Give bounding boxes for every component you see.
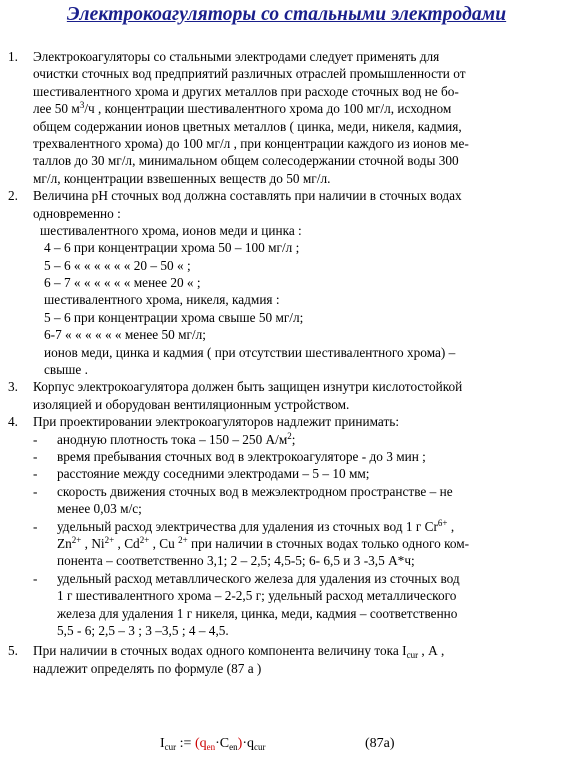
text-line: Корпус электрокоагулятора должен быть защищен изнутри кислотостойкой	[33, 379, 463, 395]
bullet-dash: -	[33, 448, 38, 464]
bullet-dash: -	[33, 431, 38, 447]
text-line: 4 – 6 при концентрации хрома 50 – 100 мг/л ;	[44, 240, 300, 256]
item-number: 2.	[8, 188, 18, 204]
text-line: 5 – 6 при концентрации хрома свыше 50 мг/л;	[44, 309, 304, 325]
text-line: железа для удаления 1 г никеля, цинка, меди, кадмия – соответственно	[57, 605, 458, 621]
list-item	[0, 48, 573, 65]
text-line: одновременно :	[33, 205, 121, 221]
text-line: мг/л, концентрации взвешенных веществ до 50 мг/л.	[33, 170, 331, 186]
document-body	[0, 48, 573, 677]
text-line: 6-7 « « « « « « менее 50 мг/л;	[44, 327, 206, 343]
bullet-dash: -	[33, 483, 38, 499]
text-line: надлежит определять по формуле (87 а )	[33, 660, 262, 676]
list-item	[0, 413, 573, 430]
text-line: свыше .	[44, 362, 88, 378]
text-line: расстояние между соседними электродами – 5 – 10 мм;	[57, 466, 370, 482]
bullet-dash: -	[33, 518, 38, 534]
text-line: таллов до 30 мг/л, минимальном общем солесодержании сточной воды 300	[33, 153, 459, 169]
text-line: При проектировании электрокоагуляторов надлежит принимать:	[33, 414, 400, 430]
text-line: При наличии в сточных водах одного компонента величину тока $I_{cur}$ , А ,	[33, 643, 445, 661]
text-line: Электрокоагуляторы со стальными электродами следует применять для	[33, 49, 440, 64]
text-line: очистки сточных вод предприятий различных отраслей промышленности от	[33, 66, 466, 82]
formula-number: (87a)	[365, 736, 395, 751]
text-line: $Zn^{2+}$ , $Ni^{2+}$ , $Cd^{2+}$ , Cu $^{2+}$ при наличии в сточных водах только одного ком-	[57, 534, 470, 551]
text-line: 1 г шестивалентного хрома – 2-2,5 г; удельный расход металлического	[57, 588, 457, 604]
text-line: Величина рН сточных вод должна составлять при наличии в сточных водах	[33, 188, 462, 204]
text-line: шестивалентного хрома и других металлов при расходе сточных вод не бо-	[33, 83, 459, 99]
text-line: удельный расход электричества для удаления из сточных вод 1 г $Cr^{6+}$ ,	[57, 517, 455, 534]
text-line: шестивалентного хрома, никеля, кадмия :	[44, 292, 280, 308]
text-line: понента – соответственно 3,1; 2 – 2,5; 4,5-5; 6- 6,5 и 3 -3,5 А*ч;	[57, 553, 415, 569]
text-line: 6 – 7 « « « « « « менее 20 « ;	[44, 275, 201, 291]
text-line: трехвалентного хрома) до 100 мг/л , при концентрации каждого из ионов ме-	[33, 135, 469, 151]
text-line: 5,5 - 6; 2,5 – 3 ; 3 –3,5 ; 4 – 4,5.	[57, 622, 229, 638]
item-number: 4.	[8, 414, 18, 430]
list-item	[0, 378, 573, 395]
bullet-dash: -	[33, 570, 38, 586]
text-line: шестивалентного хрома, ионов меди и цинка :	[40, 222, 302, 238]
text-line: менее 0,03 м/с;	[57, 501, 142, 517]
text-line: скорость движения сточных вод в межэлектродном пространстве – не	[57, 483, 453, 499]
item-number: 3.	[8, 379, 18, 395]
text-line: удельный расход метавллического железа для удаления из сточных вод	[57, 570, 460, 586]
text-line: ионов меди, цинка и кадмия ( при отсутствии шестивалентного хрома) –	[44, 344, 456, 360]
bullet-dash: -	[33, 466, 38, 482]
text-line: лее 50 $м^3/ч$ , концентрации шестивалентного хрома до 100 мг/л, исходном	[33, 100, 452, 117]
page-title: Электрокоагуляторы со стальными электродами	[66, 4, 507, 25]
text-line: 5 – 6 « « « « « « 20 – 50 « ;	[44, 257, 191, 273]
text-line: время пребывания сточных вод в электрокоагуляторе - до 3 мин ;	[57, 448, 426, 464]
text-line: анодную плотность тока – 150 – 250 $А/м^2$;	[57, 430, 296, 447]
item-number: 5.	[8, 643, 18, 659]
formula-expression: $I_{cur}$ := $(q_{en}\cdot C_{en})\cdot q_{cur}$	[160, 736, 266, 752]
item-number: 1.	[8, 49, 18, 64]
text-line: изоляцией и оборудован вентиляционным устройством.	[33, 396, 350, 412]
list-item	[0, 642, 573, 659]
list-item	[0, 187, 573, 204]
text-line: общем содержании ионов цветных металлов ( цинка, меди, никеля, кадмия,	[33, 118, 462, 134]
